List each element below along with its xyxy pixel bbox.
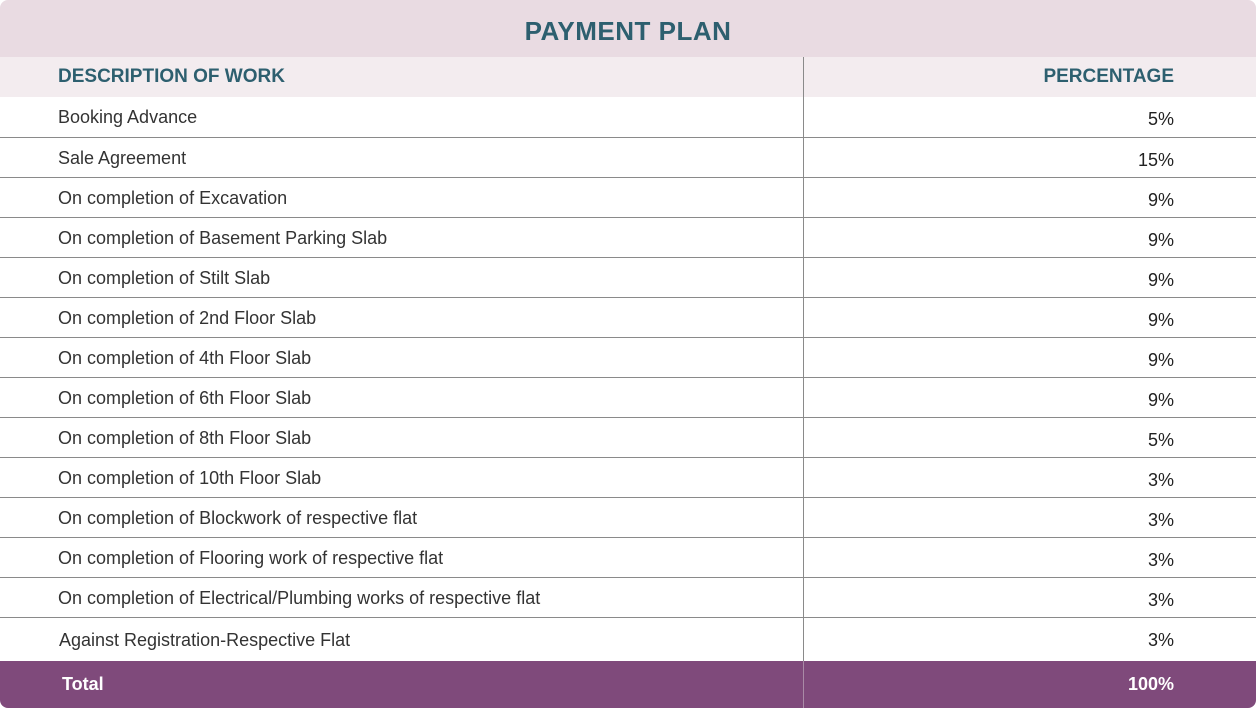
row-description: On completion of Blockwork of respective flat <box>58 508 418 528</box>
table-row <box>0 258 1256 298</box>
row-percentage: 9% <box>1147 390 1174 410</box>
table-row <box>0 218 1256 258</box>
row-percentage: 9% <box>1147 270 1174 290</box>
table-row <box>0 418 1256 458</box>
row-description: On completion of Stilt Slab <box>58 268 271 288</box>
row-description: Booking Advance <box>58 107 198 127</box>
row-description: On completion of Electrical/Plumbing works of respective flat <box>58 588 541 608</box>
table-row <box>0 338 1256 378</box>
table-body <box>0 97 1256 662</box>
total-column-divider <box>803 661 804 708</box>
table-row <box>0 538 1256 578</box>
column-header-percentage: PERCENTAGE <box>1043 66 1174 87</box>
row-description: On completion of 10th Floor Slab <box>58 468 322 488</box>
row-percentage: 9% <box>1147 350 1174 370</box>
row-percentage: 15% <box>1137 150 1174 170</box>
table-title: PAYMENT PLAN <box>524 16 732 46</box>
row-percentage: 3% <box>1147 630 1174 650</box>
row-percentage: 5% <box>1147 109 1174 129</box>
total-row <box>0 661 1256 708</box>
table-row <box>0 97 1256 138</box>
row-description: On completion of Flooring work of respective flat <box>58 548 444 568</box>
table-row <box>0 298 1256 338</box>
row-percentage: 5% <box>1147 430 1174 450</box>
row-percentage: 3% <box>1147 510 1174 530</box>
table-row <box>0 458 1256 498</box>
total-label: Total <box>62 674 104 694</box>
row-percentage: 9% <box>1147 310 1174 330</box>
table-row <box>0 378 1256 418</box>
table-row <box>0 618 1256 662</box>
row-percentage: 3% <box>1147 470 1174 490</box>
row-description: Against Registration-Respective Flat <box>59 630 351 650</box>
column-header-description: DESCRIPTION OF WORK <box>58 66 285 87</box>
table-row <box>0 498 1256 538</box>
row-percentage: 3% <box>1147 590 1174 610</box>
table-row <box>0 578 1256 618</box>
row-description: On completion of 2nd Floor Slab <box>58 308 317 328</box>
row-description: On completion of 6th Floor Slab <box>58 388 312 408</box>
total-value: 100% <box>1127 674 1174 694</box>
row-description: On completion of 4th Floor Slab <box>58 348 312 368</box>
row-description: On completion of 8th Floor Slab <box>58 428 312 448</box>
column-divider <box>803 57 804 708</box>
table-row <box>0 138 1256 178</box>
row-description: On completion of Basement Parking Slab <box>58 228 388 248</box>
row-percentage: 9% <box>1147 190 1174 210</box>
row-percentage: 9% <box>1147 230 1174 250</box>
row-description: Sale Agreement <box>58 148 187 168</box>
table-title-bar <box>0 0 1256 57</box>
row-percentage: 3% <box>1147 550 1174 570</box>
row-description: On completion of Excavation <box>58 188 288 208</box>
table-row <box>0 178 1256 218</box>
